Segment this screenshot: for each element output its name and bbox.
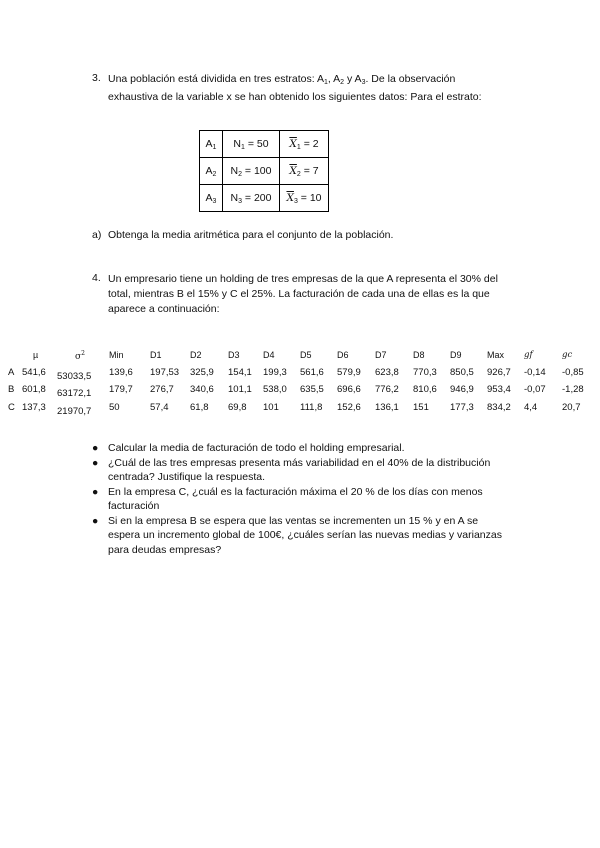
table-cell: 810,6 [413, 384, 437, 395]
bullet-list [92, 441, 528, 557]
table-row-label: A [8, 367, 15, 378]
table-header-cell: $\sigma^2$ [75, 350, 85, 362]
q3-subq-label: a) [92, 229, 102, 241]
q3-number: 3. [92, 72, 101, 84]
table-cell: -1,28 [562, 384, 584, 395]
table-header-cell: D8 [413, 350, 425, 360]
table-cell: 579,9 [337, 367, 361, 378]
table-header-cell: µ [33, 350, 39, 360]
strata-table [199, 130, 329, 212]
table-cell: 111,8 [300, 402, 323, 413]
table-header-cell: D3 [228, 350, 240, 360]
table-cell: 69,8 [228, 402, 247, 413]
table-header-cell: D5 [300, 350, 312, 360]
table-cell: 834,2 [487, 402, 511, 413]
table-cell: 179,7 [109, 384, 133, 395]
table-cell: 538,0 [263, 384, 287, 395]
table-cell: 623,8 [375, 367, 399, 378]
table-header-cell: Max [487, 350, 505, 360]
table-cell: 770,3 [413, 367, 437, 378]
table-cell: 101 [263, 402, 279, 413]
table-cell: 63172,1 [57, 388, 92, 399]
table-cell: 139,6 [109, 367, 133, 378]
table-header-cell: D6 [337, 350, 349, 360]
table-header-cell: D1 [150, 350, 162, 360]
q3-line2: exhaustiva de la variable x se han obtenido los siguientes datos: Para el estrato: [108, 91, 482, 103]
table-cell: 776,2 [375, 384, 399, 395]
strata-row: $A_3$ $N_3 = 200$ $\overline{X}_3 = 10$ [200, 185, 329, 212]
table-header-cell: D9 [450, 350, 462, 360]
list-item: ● ¿Cuál de las tres empresas presenta más variabilidad en el 40% de la distribución centrada? Justifique la respuesta. [92, 456, 491, 483]
table-cell: 561,6 [300, 367, 324, 378]
table-header-cell: D7 [375, 350, 387, 360]
table-row-label: B [8, 384, 15, 395]
table-cell: 152,6 [337, 402, 361, 413]
table-header-cell: gf [524, 350, 533, 360]
list-item: ● En la empresa C, ¿cuál es la facturación máxima el 20 % de los días con menos facturación [92, 485, 483, 512]
table-cell: 946,9 [450, 384, 474, 395]
table-cell: 926,7 [487, 367, 511, 378]
strata-row: $A_2$ $N_2 = 100$ $\overline{X}_2 = 7$ [200, 158, 329, 185]
table-cell: 541,6 [22, 367, 46, 378]
table-cell: 57,4 [150, 402, 169, 413]
table-cell: -0,14 [524, 367, 546, 378]
table-cell: 197,53 [150, 367, 180, 378]
table-row-label: C [8, 402, 15, 413]
strata-row: $A_1$ $N_1 = 50$ $\overline{X}_1 = 2$ [200, 131, 329, 158]
table-cell: 850,5 [450, 367, 474, 378]
table-cell: 53033,5 [57, 371, 92, 382]
table-cell: 154,1 [228, 367, 252, 378]
table-cell: 137,3 [22, 402, 46, 413]
table-cell: 601,8 [22, 384, 46, 395]
table-cell: 61,8 [190, 402, 209, 413]
table-cell: 177,3 [450, 402, 474, 413]
list-item: ● Si en la empresa B se espera que las ventas se incrementen un 15 % y en A se espera un incremento global de 100€, ¿cuáles serían las nuevas medias y varianzas para deudas empresas? [92, 514, 502, 556]
table-cell: -0,07 [524, 384, 546, 395]
table-cell: 21970,7 [57, 406, 92, 417]
table-cell: 340,6 [190, 384, 214, 395]
table-header-cell: Min [109, 350, 124, 360]
q3-subq-text: Obtenga la media aritmética para el conjunto de la población. [108, 229, 394, 241]
table-cell: -0,85 [562, 367, 584, 378]
list-item: ● Calcular la media de facturación de todo el holding empresarial. [92, 442, 405, 454]
table-cell: 696,6 [337, 384, 361, 395]
q3-statement: Una población está dividida en tres estratos: $A_1$, $A_2$ y $A_3$. De la observación exhaustiva de la variable x se han obtenido los siguientes datos: Para el estrato: [108, 73, 482, 103]
q4-number: 4. [92, 272, 101, 284]
table-cell: 325,9 [190, 367, 214, 378]
table-cell: 101,1 [228, 384, 252, 395]
q3-line1: Una población está dividida en tres estratos: A [108, 73, 324, 85]
table-cell: 276,7 [150, 384, 174, 395]
table-cell: 136,1 [375, 402, 399, 413]
table-cell: 635,5 [300, 384, 324, 395]
table-cell: 4,4 [524, 402, 538, 413]
table-cell: 953,4 [487, 384, 511, 395]
table-cell: 151 [413, 402, 429, 413]
q4-statement: Un empresario tiene un holding de tres empresas de la que A representa el 30% del total, mientras B el 15% y C el 25%. La facturación de cada una de ellas es la que aparece a continuación: [108, 273, 498, 315]
table-cell: 50 [109, 402, 120, 413]
table-header-cell: D4 [263, 350, 275, 360]
table-cell: 20,7 [562, 402, 581, 413]
table-header-cell: gc [562, 350, 573, 360]
table-cell: 199,3 [263, 367, 287, 378]
table-header-cell: D2 [190, 350, 202, 360]
